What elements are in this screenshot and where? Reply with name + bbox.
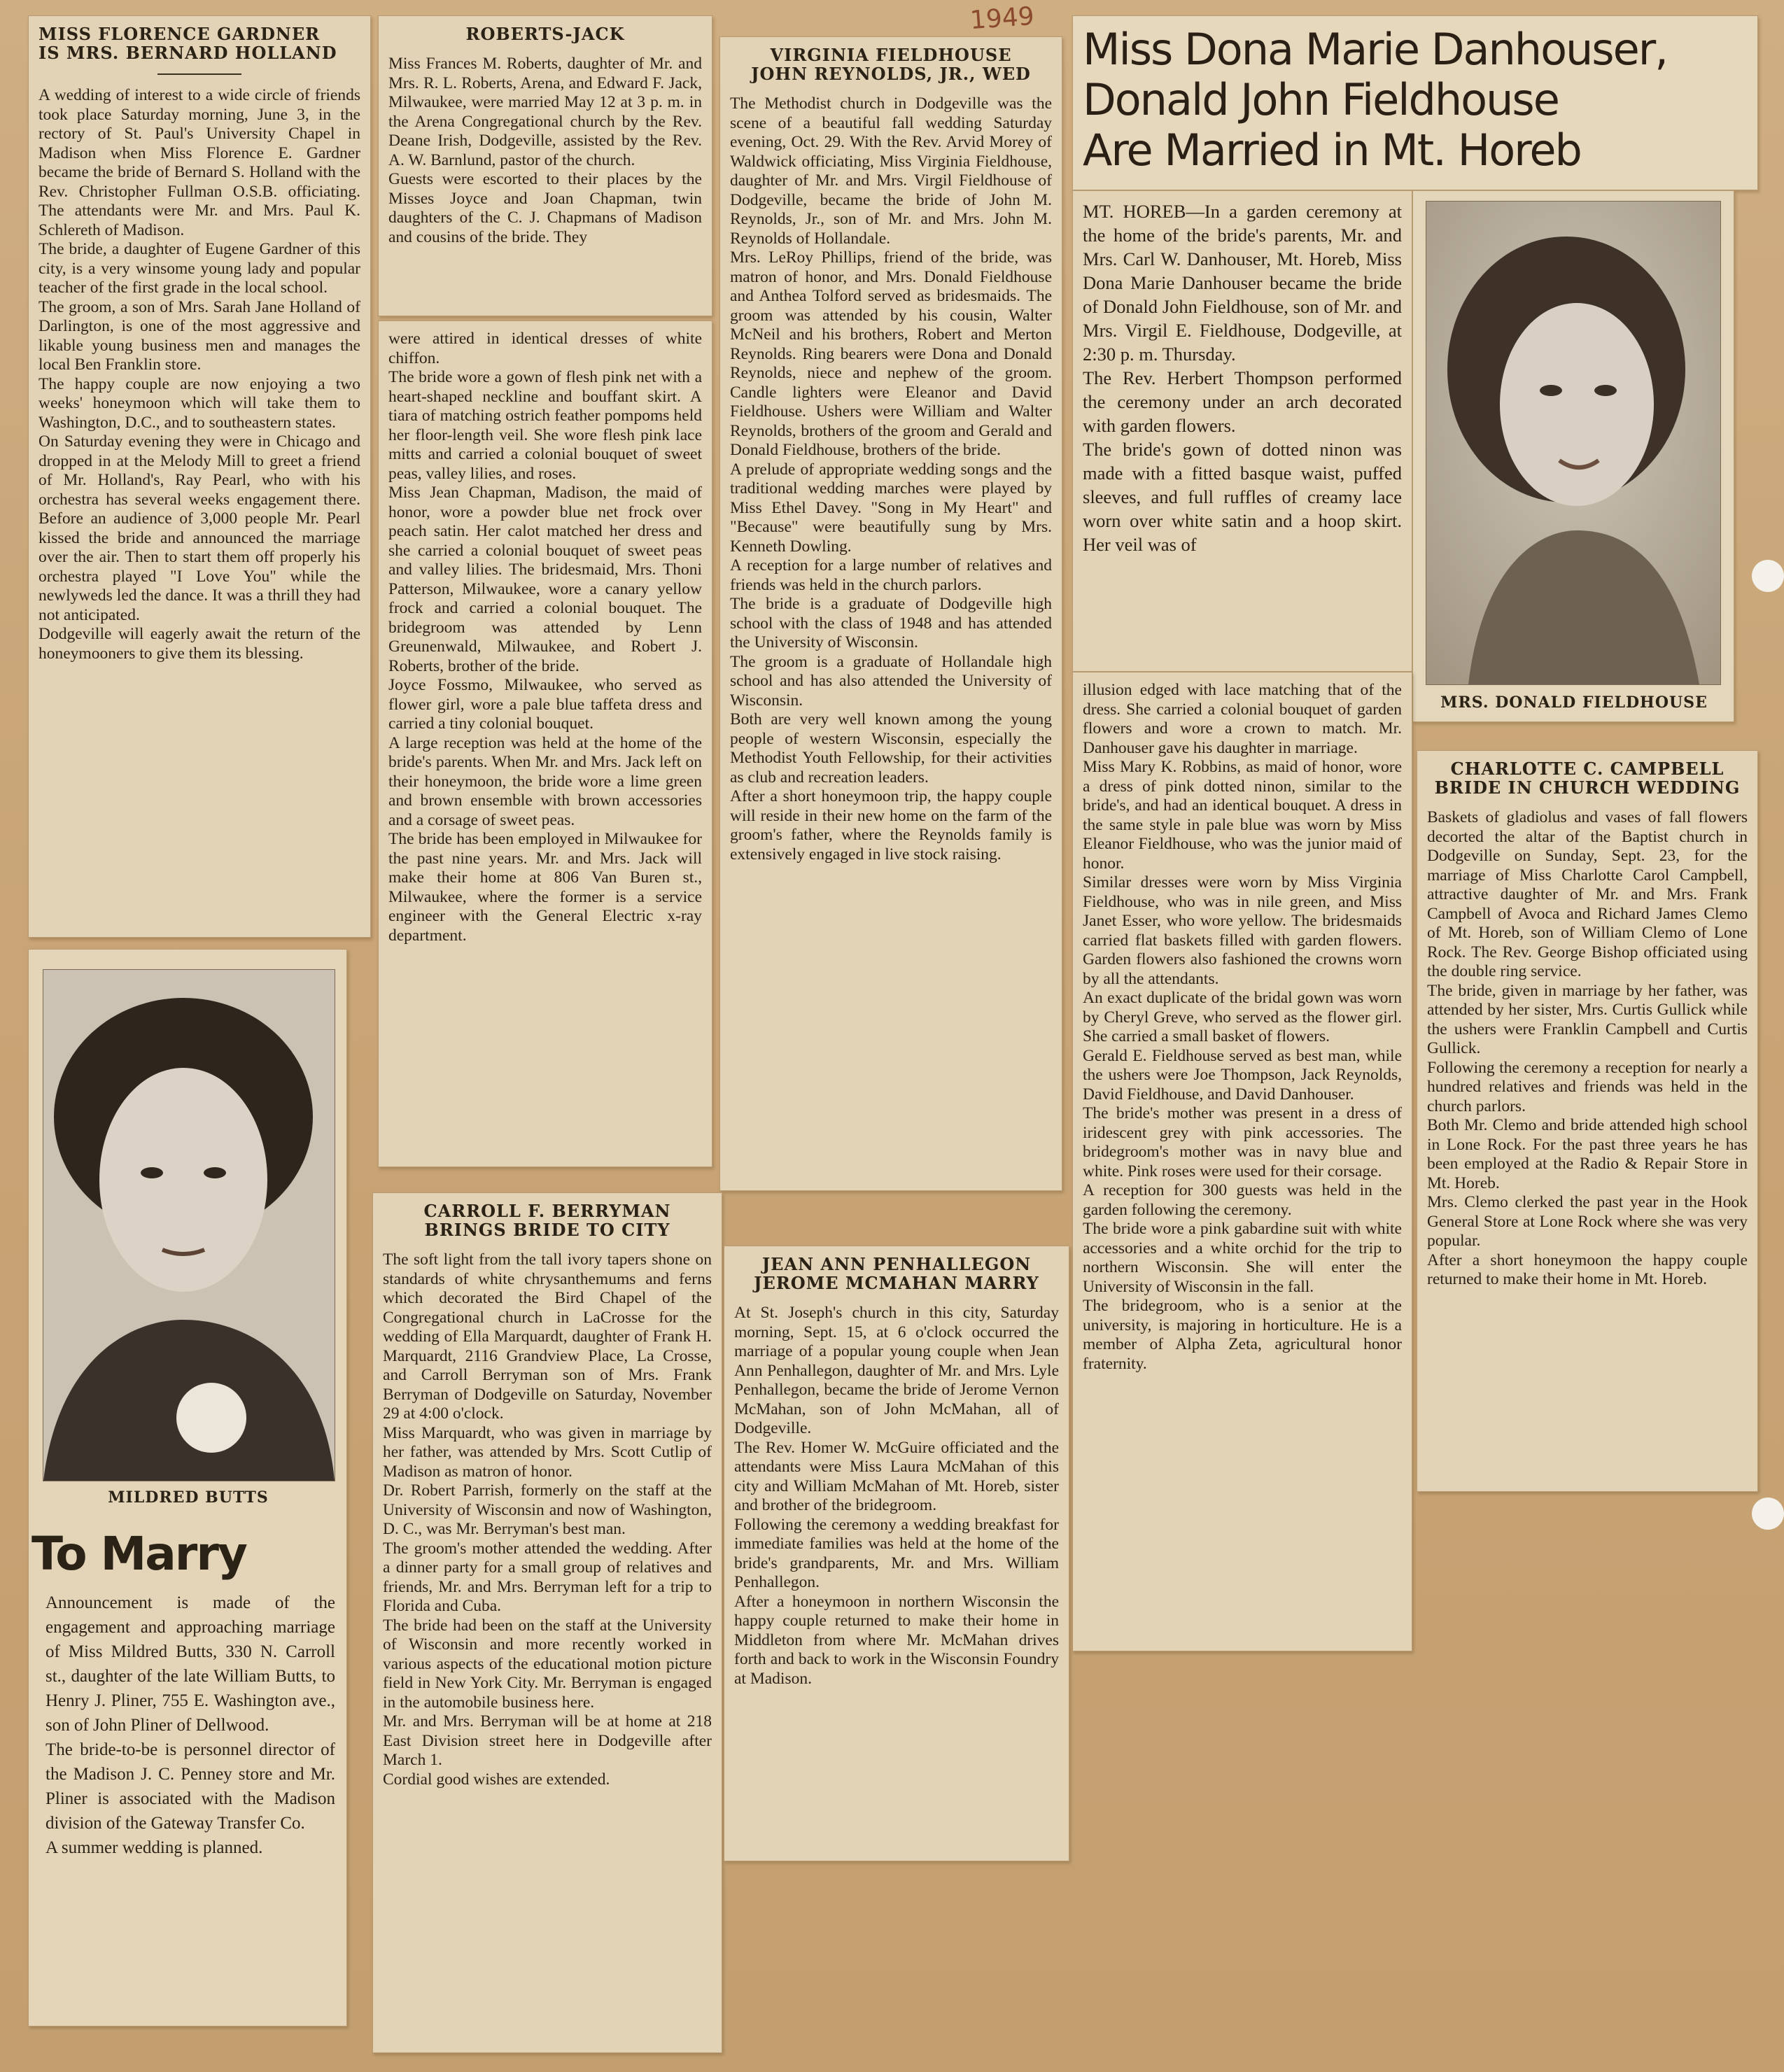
body-penhallegon: At St. Joseph's church in this city, Saturday morning, Sept. 15, at 6 o'clock occurred the marriage of a popular young couple when Jean Ann Penhallegon, daughter of Mr. and Mrs. Lyle Penhallegon, became the bride of Jerome Vernon McMahan, son of John McMahan, all of Dodgeville. The Rev. Homer W. McGuire officiated and the attendants were Miss Laura McMahan of this city and William McMahan of Mt. Horeb, sister and brother of the bridegroom. Following the ceremony a wedding breakfast for immediate families was held at the home of the bride's grandparents, Mr. and Mrs. William Penhallegon. After a honeymoon in northern Wisconsin the happy couple returned to make their home in Middleton from where Mr. McMahan drives forth and back to work in the Wisconsin Foundry at Madison. [734, 1304, 1059, 1688]
binder-hole-top [1752, 560, 1784, 592]
portrait-mildred-butts [43, 969, 335, 1481]
article-roberts-jack-part1 [378, 15, 712, 316]
binder-hole-bottom [1752, 1497, 1784, 1530]
article-roberts-jack-part2 [378, 320, 712, 1167]
headline-fieldhouse-reynolds: VIRGINIA FIELDHOUSE JOHN REYNOLDS, JR., WED [751, 45, 1031, 84]
headline-campbell: CHARLOTTE C. CAMPBELL BRIDE IN CHURCH WEDDING [1434, 759, 1741, 798]
headline-gardner: MISS FLORENCE GARDNER IS MRS. BERNARD HOLLAND [38, 24, 337, 63]
headline-berryman: CARROLL F. BERRYMAN BRINGS BRIDE TO CITY [423, 1201, 671, 1240]
headline-roberts-jack: ROBERTS-JACK [465, 24, 625, 44]
article-campbell [1417, 750, 1758, 1492]
article-mildred-butts [28, 949, 347, 2027]
article-danhouser-part2 [1072, 672, 1412, 1651]
headline-rule [157, 73, 241, 75]
body-to-marry: Announcement is made of the engagement and approaching marriage of Miss Mildred Butts, 330 N. Carroll st., daughter of the late William Butts, to Henry J. Pliner, 755 E. Washington ave., son of John Pliner of Dellwood. The bride-to-be is personnel director of the Madison J. C. Penney store and Mr. Pliner is associated with the Madison division of the Gateway Transfer Co. A summer wedding is planned. [45, 1593, 335, 1857]
handwritten-year: 1949 [969, 1, 1035, 36]
caption-mrs-fieldhouse: MRS. DONALD FIELDHOUSE [1440, 693, 1708, 712]
article-danhouser-part1 [1072, 190, 1412, 672]
body-campbell: Baskets of gladiolus and vases of fall flowers decorted the altar of the Baptist church in Dodgeville on Sunday, Sept. 23, for the marriage of Miss Charlotte Carol Campbell, attractive daughter of Mr. and Mrs. Frank Campbell of Avoca and Richard James Clemo of Mt. Horeb, son of William Clemo of Lone Rock. The Rev. George Bishop officiated using the double ring service. The bride, given in marriage by her father, was attended by her sister, Mrs. Curtis Gullick while the ushers were Franklin Campbell and Curtis Gullick. Following the ceremony a reception for nearly a hundred relatives and friends was held in the church parlors. Both Mr. Clemo and bride attended high school in Lone Rock. For the past three years he has been employed at the Radio & Repair Store in Mt. Horeb. Mrs. Clemo clerked the past year in the Hook General Store at Lone Rock where she was very popular. After a short honeymoon the happy couple returned to make their home in Mt. Horeb. [1427, 808, 1748, 1288]
portrait-mrs-fieldhouse [1426, 201, 1721, 685]
body-danhouser-2: illusion edged with lace matching that of the dress. She carried a colonial bouquet of garden flowers and wore a crown to match. Mr. Danhouser gave his daughter in marriage. Miss Mary K. Robbins, as maid of honor, wore a dress of pink dotted ninon, similar to the bride's, and had an identical bouquet. A dress in the same style in pale blue was worn by Miss Eleanor Fieldhouse, who was the junior maid of honor. Similar dresses were worn by Miss Virginia Fieldhouse, who was in nile green, and Miss Janet Esser, who wore yellow. The bridesmaids carried flat baskets filled with garden flowers. Garden flowers also fashioned the crowns worn by all the attendants. An exact duplicate of the bridal gown was worn by Cheryl Greve, who served as the flower girl. She carried a small basket of flowers. Gerald E. Fieldhouse served as best man, while the ushers were Joe Thompson, Jack Reynolds, David Fieldhouse, and David Danhouser. The bride's mother was present in a dress of iridescent grey with pink accessories. The bridegroom's mother was in navy blue and white. Pink roses were used for their corsage. A reception for 300 guests was held in the garden following the ceremony. The bride wore a pink gabardine suit with white accessories and a white orchid for the trip to northern Wisconsin. She will enter the University of Wisconsin in the fall. The bridegroom, who is a senior at the university, is majoring in horticulture. He is a member of Alpha Zeta, agricultural honor fraternity. [1083, 681, 1402, 1373]
headline-banner-danhouser [1072, 15, 1758, 190]
article-gardner-holland [28, 15, 371, 938]
article-fieldhouse-reynolds [719, 36, 1062, 1191]
body-roberts-1: Miss Frances M. Roberts, daughter of Mr. and Mrs. R. L. Roberts, Arena, and Edward F. Jack, Milwaukee, were married May 12 at 3 p. m. in the Arena Congregational church by the Rev. Deane Irish, Dodgeville, assisted by the Rev. A. W. Barnlund, pastor of the church. Guests were escorted to their places by the Misses Joyce and Joan Chapman, twin daughters of the C. J. Chapmans of Madison and cousins of the bride. They [388, 55, 702, 246]
portrait-illustration-butts [43, 970, 335, 1481]
headline-to-marry: To Marry [31, 1527, 246, 1581]
photo-block-fieldhouse [1412, 190, 1734, 722]
body-fieldhouse-reynolds: The Methodist church in Dodgeville was the scene of a beautiful fall wedding Saturday evening, Oct. 29. With the Rev. Arvid Morey of Waldwick officiating, Miss Virginia Fieldhouse, daughter of Mr. and Mrs. Virgil Fieldhouse of Dodgeville, became the bride of John M. Reynolds, Jr., son of Mr. and Mrs. John M. Reynolds of Hollandale. Mrs. LeRoy Phillips, friend of the bride, was matron of honor, and Mrs. Donald Fieldhouse and Anthea Tolford served as bridesmaids. The groom was attended by his cousin, Walter McNeil and his brothers, Robert and Merton Reynolds. Ring bearers were Dona and Donald Reynolds, niece and nephew of the groom. Candle lighters were Eleanor and David Fieldhouse. Ushers were William and Walter Reynolds, brothers of the groom and Gerald and Donald Fieldhouse, brothers of the bride. A prelude of appropriate wedding songs and the traditional wedding marches were played by Miss Ethel Davey. "Song in My Heart" and "Because" were beautifully sung by Mrs. Kenneth Dowling. A reception for a large number of relatives and friends was held in the church parlors. The bride is a graduate of Dodgeville high school with the class of 1948 and has attended the University of Wisconsin. The groom is a graduate of Hollandale high school and has also attended the University of Wisconsin. Both are very well known among the young people of western Wisconsin, especially the Methodist Youth Fellowship, for their activities as club and recreation leaders. After a short honeymoon trip, the happy couple will reside in their new home on the farm of the groom's father, where the Reynolds family is extensively engaged in live stock raising. [730, 94, 1052, 864]
portrait-illustration [1426, 202, 1720, 684]
article-berryman [372, 1192, 722, 2053]
caption-mildred-butts: MILDRED BUTTS [108, 1488, 269, 1507]
body-roberts-2: were attired in identical dresses of white chiffon. The bride wore a gown of flesh pink net with a heart-shaped neckline and bouffant skirt. A tiara of matching ostrich feather pompoms held her floor-length veil. She wore flesh pink lace mitts and carried a colonial bouquet of sweet peas, valley lilies, and roses. Miss Jean Chapman, Madison, the maid of honor, wore a powder blue net frock over peach satin. Her calot matched her dress and she carried a colonial bouquet of sweet peas and valley lilies. The bridesmaid, Mrs. Thoni Patterson, Milwaukee, wore a canary yellow frock and carried a colonial bouquet. The bridegroom was attended by Lenn Greunenwald, Milwaukee, and Robert J. Roberts, brother of the bride. Joyce Fossmo, Milwaukee, who served as flower girl, wore a pale blue taffeta dress and carried a tiny colonial bouquet. A large reception was held at the home of the bride's parents. When Mr. and Mrs. Jack left on their honeymoon, the bride wore a lime green and brown ensemble with brown accessories and a corsage of sweet peas. The bride has been employed in Milwaukee for the past nine years. Mr. and Mrs. Jack will make their home at 806 Van Buren st., Milwaukee, where the former is a service engineer with the General Electric x-ray department. [388, 330, 702, 945]
to-marry-block [29, 1528, 347, 1860]
headline-penhallegon: JEAN ANN PENHALLEGON JEROME MCMAHAN MARRY [754, 1254, 1039, 1293]
body-gardner: A wedding of interest to a wide circle of friends took place Saturday morning, June 3, in the rectory of St. Paul's University Chapel in Madison when Miss Florence E. Gardner became the bride of Bernard S. Holland with the Rev. Christopher Fullman O.S.B. officiating. The attendants were Mr. and Mrs. Paul K. Schlereth of Madison. The bride, a daughter of Eugene Gardner of this city, is a very winsome young lady and popular teacher of the first grade in the local school. The groom, a son of Mrs. Sarah Jane Holland of Darlington, is one of the most aggressive and likable young business men and manages the local Ben Franklin store. The happy couple are now enjoying a two weeks' honeymoon which will take them to Washington, D.C., and to southeastern states. On Saturday evening they were in Chicago and dropped in at the Melody Mill to greet a friend of Mr. Holland's, Ray Pearl, who with his orchestra has several weeks engagement there. Before an audience of 3,000 people Mr. Pearl kissed the bride and announced the marriage over the air. Then to start them off properly his orchestra played "I Love You" while the newlyweds led the dance. It was a thrill they had not anticipated. Dodgeville will eagerly await the return of the honeymooners to give them its blessing. [38, 86, 360, 663]
body-danhouser-1: MT. HOREB—In a garden ceremony at the home of the bride's parents, Mr. and Mrs. Carl W. Danhouser, Mt. Horeb, Miss Dona Marie Danhouser became the bride of Donald John Fieldhouse, son of Mr. and Mrs. Virgil E. Fieldhouse, Dodgeville, at 2:30 p. m. Thursday. The Rev. Herbert Thompson performed the ceremony under an arch decorated with garden flowers. The bride's gown of dotted ninon was made with a fitted basque waist, puffed sleeves, and full ruffles of creamy lace worn over white satin and a hoop skirt. Her veil was of [1083, 201, 1402, 555]
headline-danhouser: Miss Dona Marie Danhouser, Donald John Fieldhouse Are Married in Mt. Horeb [1083, 24, 1667, 176]
article-penhallegon [724, 1246, 1069, 1861]
body-berryman: The soft light from the tall ivory tapers shone on standards of white chrysanthemums and ferns which decorated the Bird Chapel of the Congregational church in LaCrosse for the wedding of Ella Marquardt, daughter of Frank H. Marquardt, 2116 Grandview Place, La Crosse, and Carroll Berryman son of Mrs. Frank Berryman of Dodgeville on Saturday, November 29 at 4:00 o'clock. Miss Marquardt, who was given in marriage by her father, was attended by Mrs. Scott Cutlip of Madison as matron of honor. Dr. Robert Parrish, formerly on the staff at the University of Wisconsin and now of Washington, D. C., was Mr. Berryman's best man. The groom's mother attended the wedding. After a dinner party for a small group of relatives and friends, Mr. and Mrs. Berryman left for a trip to Florida and Cuba. The bride had been on the staff at the University of Wisconsin and more recently worked in various aspects of the educational motion picture field in New York City. Mr. Berryman is engaged in the automobile business here. Mr. and Mrs. Berryman will be at home at 218 East Division street here in Dodgeville after March 1. Cordial good wishes are extended. [383, 1250, 712, 1789]
